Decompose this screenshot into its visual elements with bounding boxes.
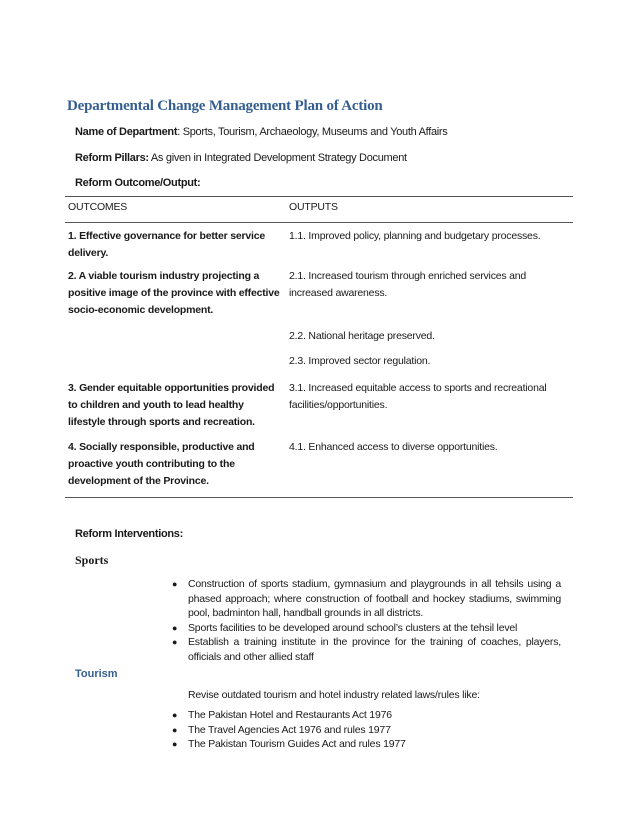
output-2-3: 2.3. Improved sector regulation. (289, 355, 431, 367)
output-2-1: 2.1. Increased tourism through enriched services and increased awareness. (289, 270, 527, 299)
col-header-outcomes: OUTCOMES (68, 201, 128, 213)
list-item (172, 621, 561, 636)
list-item (172, 635, 561, 664)
bullet-icon: ● (172, 579, 178, 589)
table-bottom-rule (65, 497, 573, 498)
bullet-icon: ● (172, 622, 178, 633)
outcome-1: 1. Effective governance for better service delivery. (68, 230, 266, 259)
outcome-3: 3. Gender equitable opportunities provided to children and youth to lead healthy lifestyle through sports and recreation. (68, 382, 275, 428)
department-value: : Sports, Tourism, Archaeology, Museums and Youth Affairs (177, 126, 448, 138)
department-line (75, 126, 447, 138)
tourism-heading: Tourism (75, 668, 118, 680)
list-item (172, 723, 561, 738)
sports-heading: Sports (75, 553, 109, 567)
sports-bullet-list (172, 577, 561, 664)
pillars-label: Reform Pillars: (75, 152, 149, 164)
tourism-intro: Revise outdated tourism and hotel industry related laws/rules like: (188, 689, 480, 701)
tourism-bullet-text-3: The Pakistan Tourism Guides Act and rules 1977 (188, 738, 406, 750)
list-item (172, 708, 561, 723)
sports-bullet-text-1: Construction of sports stadium, gymnasium and playgrounds in all tehsils using a phased approach; where construction of football and hockey stadiums, swimming pool, badminton hall, handball grounds in all districts. (188, 578, 561, 619)
department-label: Name of Department (75, 126, 178, 138)
reform-interventions-heading: Reform Interventions: (75, 528, 183, 540)
bullet-icon: ● (172, 724, 178, 735)
tourism-bullet-list (172, 708, 561, 752)
pillars-line (75, 152, 407, 164)
table-top-rule (65, 196, 573, 197)
bullet-icon: ● (172, 710, 178, 720)
outcome-output-label (75, 177, 200, 189)
sports-bullet-text-2: Sports facilities to be developed around school’s clusters at the tehsil level (188, 621, 518, 634)
sports-bullet-text-3: Establish a training institute in the province for the training of coaches, players, officials and other allied staff (188, 636, 561, 663)
outcome-4: 4. Socially responsible, productive and proactive youth contributing to the development of the Province. (68, 441, 255, 487)
table-header-rule (65, 222, 573, 223)
list-item (172, 737, 561, 752)
list-item (172, 577, 561, 621)
bullet-icon: ● (172, 739, 178, 749)
tourism-bullet-text-2: The Travel Agencies Act 1976 and rules 1977 (188, 723, 391, 736)
output-4-1: 4.1. Enhanced access to diverse opportunities. (289, 441, 498, 453)
output-3-1: 3.1. Increased equitable access to sports and recreational facilities/opportunities. (289, 382, 547, 411)
bullet-icon: ● (172, 637, 178, 647)
outcome-output-label-text: Reform Outcome/Output: (75, 177, 201, 189)
output-1-1: 1.1. Improved policy, planning and budgetary processes. (289, 230, 541, 242)
tourism-bullet-text-1: The Pakistan Hotel and Restaurants Act 1976 (188, 709, 392, 721)
page-title: Departmental Change Management Plan of Action (67, 98, 383, 114)
output-2-2: 2.2. National heritage preserved. (289, 330, 435, 342)
pillars-value: As given in Integrated Development Strategy Document (148, 152, 407, 164)
outcome-2: 2. A viable tourism industry projecting a positive image of the province with effective socio-economic development. (68, 270, 280, 316)
col-header-outputs: OUTPUTS (289, 201, 338, 213)
